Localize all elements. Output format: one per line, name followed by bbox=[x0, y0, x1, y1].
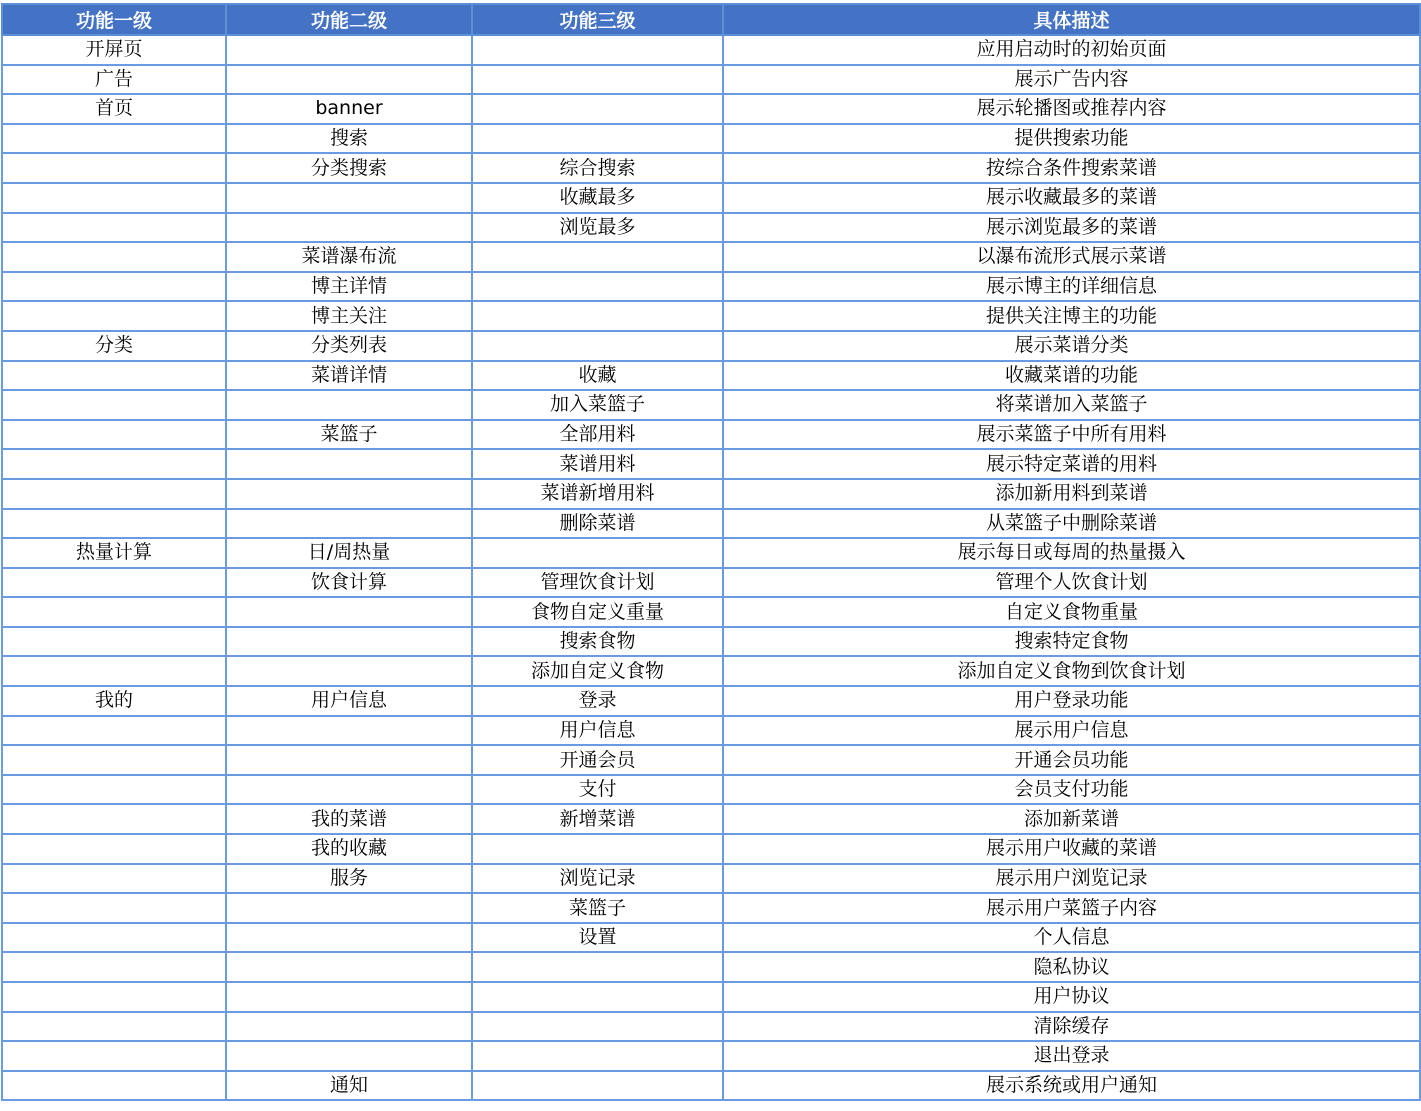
cell-level-1 bbox=[2, 1071, 226, 1101]
cell-level-3: 添加自定义食物 bbox=[472, 656, 723, 686]
cell-description: 添加自定义食物到饮食计划 bbox=[723, 656, 1420, 686]
cell-level-3: 开通会员 bbox=[472, 745, 723, 775]
cell-level-2: 菜谱瀑布流 bbox=[226, 242, 472, 272]
cell-level-1 bbox=[2, 479, 226, 509]
cell-level-3: 菜篮子 bbox=[472, 893, 723, 923]
table-row bbox=[2, 1071, 1420, 1101]
cell-level-2 bbox=[226, 183, 472, 213]
cell-level-2: 博主关注 bbox=[226, 301, 472, 331]
cell-level-2 bbox=[226, 597, 472, 627]
table-row bbox=[2, 301, 1420, 331]
cell-level-2: 分类搜索 bbox=[226, 153, 472, 183]
table-row bbox=[2, 124, 1420, 154]
cell-description: 搜索特定食物 bbox=[723, 627, 1420, 657]
cell-level-2: 分类列表 bbox=[226, 331, 472, 361]
cell-level-1 bbox=[2, 420, 226, 450]
cell-level-2 bbox=[226, 627, 472, 657]
cell-level-3: 收藏 bbox=[472, 361, 723, 391]
cell-level-2 bbox=[226, 1012, 472, 1042]
table-row bbox=[2, 952, 1420, 982]
header-level-1: 功能一级 bbox=[2, 4, 226, 35]
cell-description: 从菜篮子中删除菜谱 bbox=[723, 509, 1420, 539]
cell-level-1 bbox=[2, 183, 226, 213]
header-level-3: 功能三级 bbox=[472, 4, 723, 35]
cell-level-3 bbox=[472, 1012, 723, 1042]
cell-description: 应用启动时的初始页面 bbox=[723, 35, 1420, 65]
cell-level-3 bbox=[472, 1071, 723, 1101]
cell-level-1 bbox=[2, 449, 226, 479]
cell-level-2: 我的菜谱 bbox=[226, 804, 472, 834]
cell-level-3 bbox=[472, 124, 723, 154]
table-row bbox=[2, 597, 1420, 627]
cell-level-3: 管理饮食计划 bbox=[472, 568, 723, 598]
cell-description: 展示博主的详细信息 bbox=[723, 272, 1420, 302]
cell-description: 以瀑布流形式展示菜谱 bbox=[723, 242, 1420, 272]
cell-level-2 bbox=[226, 1041, 472, 1071]
cell-level-2: 博主详情 bbox=[226, 272, 472, 302]
cell-level-3 bbox=[472, 301, 723, 331]
table-row bbox=[2, 509, 1420, 539]
table-row bbox=[2, 390, 1420, 420]
cell-level-1 bbox=[2, 153, 226, 183]
cell-level-2 bbox=[226, 745, 472, 775]
cell-level-1 bbox=[2, 804, 226, 834]
cell-level-2 bbox=[226, 952, 472, 982]
cell-level-1 bbox=[2, 509, 226, 539]
cell-level-1 bbox=[2, 1041, 226, 1071]
cell-description: 退出登录 bbox=[723, 1041, 1420, 1071]
table-body bbox=[2, 35, 1420, 1100]
cell-description: 会员支付功能 bbox=[723, 775, 1420, 805]
cell-description: 开通会员功能 bbox=[723, 745, 1420, 775]
cell-description: 展示用户菜篮子内容 bbox=[723, 893, 1420, 923]
cell-level-1: 首页 bbox=[2, 94, 226, 124]
cell-level-1 bbox=[2, 272, 226, 302]
cell-description: 按综合条件搜索菜谱 bbox=[723, 153, 1420, 183]
table-row bbox=[2, 242, 1420, 272]
cell-level-2: banner bbox=[226, 94, 472, 124]
cell-level-1 bbox=[2, 1012, 226, 1042]
cell-description: 展示用户收藏的菜谱 bbox=[723, 834, 1420, 864]
table-row bbox=[2, 568, 1420, 598]
cell-description: 提供搜索功能 bbox=[723, 124, 1420, 154]
cell-level-3: 菜谱新增用料 bbox=[472, 479, 723, 509]
cell-level-3: 综合搜索 bbox=[472, 153, 723, 183]
cell-level-3 bbox=[472, 65, 723, 95]
cell-level-3: 食物自定义重量 bbox=[472, 597, 723, 627]
cell-level-2 bbox=[226, 213, 472, 243]
cell-level-1 bbox=[2, 213, 226, 243]
table-row bbox=[2, 893, 1420, 923]
table-row bbox=[2, 775, 1420, 805]
cell-level-3 bbox=[472, 94, 723, 124]
cell-level-3 bbox=[472, 331, 723, 361]
header-level-2: 功能二级 bbox=[226, 4, 472, 35]
header-row bbox=[2, 4, 1420, 35]
cell-level-2: 菜谱详情 bbox=[226, 361, 472, 391]
cell-level-1 bbox=[2, 745, 226, 775]
cell-level-1 bbox=[2, 597, 226, 627]
cell-description: 展示用户信息 bbox=[723, 716, 1420, 746]
cell-level-1: 我的 bbox=[2, 686, 226, 716]
cell-level-1: 热量计算 bbox=[2, 538, 226, 568]
cell-level-2: 通知 bbox=[226, 1071, 472, 1101]
cell-description: 展示特定菜谱的用料 bbox=[723, 449, 1420, 479]
cell-level-2 bbox=[226, 893, 472, 923]
cell-level-2: 搜索 bbox=[226, 124, 472, 154]
cell-level-3: 浏览记录 bbox=[472, 864, 723, 894]
table-row bbox=[2, 449, 1420, 479]
table-row bbox=[2, 272, 1420, 302]
cell-level-1 bbox=[2, 242, 226, 272]
table-row bbox=[2, 65, 1420, 95]
cell-level-2 bbox=[226, 923, 472, 953]
table-row bbox=[2, 745, 1420, 775]
cell-description: 提供关注博主的功能 bbox=[723, 301, 1420, 331]
cell-level-3 bbox=[472, 952, 723, 982]
table-row bbox=[2, 420, 1420, 450]
table-row bbox=[2, 331, 1420, 361]
cell-description: 展示轮播图或推荐内容 bbox=[723, 94, 1420, 124]
cell-level-1 bbox=[2, 982, 226, 1012]
cell-level-1: 广告 bbox=[2, 65, 226, 95]
cell-level-2: 饮食计算 bbox=[226, 568, 472, 598]
cell-level-2: 用户信息 bbox=[226, 686, 472, 716]
cell-description: 用户协议 bbox=[723, 982, 1420, 1012]
table-row bbox=[2, 686, 1420, 716]
table-row bbox=[2, 656, 1420, 686]
cell-description: 个人信息 bbox=[723, 923, 1420, 953]
cell-description: 展示菜谱分类 bbox=[723, 331, 1420, 361]
cell-level-3: 设置 bbox=[472, 923, 723, 953]
feature-table bbox=[1, 3, 1421, 1101]
cell-description: 隐私协议 bbox=[723, 952, 1420, 982]
table-row bbox=[2, 361, 1420, 391]
cell-description: 添加新用料到菜谱 bbox=[723, 479, 1420, 509]
cell-level-2 bbox=[226, 65, 472, 95]
cell-description: 展示菜篮子中所有用料 bbox=[723, 420, 1420, 450]
cell-level-3 bbox=[472, 982, 723, 1012]
cell-level-1 bbox=[2, 568, 226, 598]
cell-level-3: 登录 bbox=[472, 686, 723, 716]
cell-level-1 bbox=[2, 301, 226, 331]
table-row bbox=[2, 923, 1420, 953]
cell-level-1 bbox=[2, 893, 226, 923]
cell-level-3: 删除菜谱 bbox=[472, 509, 723, 539]
cell-level-2: 服务 bbox=[226, 864, 472, 894]
table-row bbox=[2, 864, 1420, 894]
cell-level-2 bbox=[226, 716, 472, 746]
cell-level-2 bbox=[226, 35, 472, 65]
table-row bbox=[2, 834, 1420, 864]
cell-description: 展示系统或用户通知 bbox=[723, 1071, 1420, 1101]
cell-level-2 bbox=[226, 479, 472, 509]
table-row bbox=[2, 479, 1420, 509]
cell-level-3 bbox=[472, 272, 723, 302]
cell-level-1 bbox=[2, 834, 226, 864]
cell-level-2 bbox=[226, 449, 472, 479]
cell-level-3: 新增菜谱 bbox=[472, 804, 723, 834]
table-row bbox=[2, 35, 1420, 65]
cell-level-2 bbox=[226, 656, 472, 686]
cell-description: 展示每日或每周的热量摄入 bbox=[723, 538, 1420, 568]
cell-level-3: 支付 bbox=[472, 775, 723, 805]
cell-level-1 bbox=[2, 361, 226, 391]
table-row bbox=[2, 627, 1420, 657]
cell-level-3: 浏览最多 bbox=[472, 213, 723, 243]
cell-level-3: 加入菜篮子 bbox=[472, 390, 723, 420]
cell-level-3 bbox=[472, 35, 723, 65]
cell-level-1 bbox=[2, 656, 226, 686]
cell-level-3 bbox=[472, 538, 723, 568]
cell-level-3 bbox=[472, 242, 723, 272]
cell-level-3: 搜索食物 bbox=[472, 627, 723, 657]
cell-description: 展示收藏最多的菜谱 bbox=[723, 183, 1420, 213]
table-row bbox=[2, 1041, 1420, 1071]
cell-level-3: 菜谱用料 bbox=[472, 449, 723, 479]
cell-description: 展示用户浏览记录 bbox=[723, 864, 1420, 894]
cell-level-3: 收藏最多 bbox=[472, 183, 723, 213]
cell-level-1 bbox=[2, 124, 226, 154]
cell-description: 收藏菜谱的功能 bbox=[723, 361, 1420, 391]
table-row bbox=[2, 213, 1420, 243]
cell-level-2 bbox=[226, 509, 472, 539]
cell-level-2: 我的收藏 bbox=[226, 834, 472, 864]
cell-level-1 bbox=[2, 775, 226, 805]
table-row bbox=[2, 982, 1420, 1012]
cell-level-1 bbox=[2, 923, 226, 953]
cell-level-2 bbox=[226, 982, 472, 1012]
cell-level-3: 全部用料 bbox=[472, 420, 723, 450]
table-row bbox=[2, 538, 1420, 568]
table-row bbox=[2, 716, 1420, 746]
cell-description: 清除缓存 bbox=[723, 1012, 1420, 1042]
table-row bbox=[2, 94, 1420, 124]
cell-level-3 bbox=[472, 834, 723, 864]
cell-description: 将菜谱加入菜篮子 bbox=[723, 390, 1420, 420]
cell-level-3 bbox=[472, 1041, 723, 1071]
cell-level-1 bbox=[2, 716, 226, 746]
table-row bbox=[2, 1012, 1420, 1042]
header-description: 具体描述 bbox=[723, 4, 1420, 35]
cell-level-1 bbox=[2, 952, 226, 982]
table-row bbox=[2, 183, 1420, 213]
cell-level-1 bbox=[2, 390, 226, 420]
cell-description: 用户登录功能 bbox=[723, 686, 1420, 716]
cell-description: 自定义食物重量 bbox=[723, 597, 1420, 627]
cell-level-1: 分类 bbox=[2, 331, 226, 361]
cell-description: 添加新菜谱 bbox=[723, 804, 1420, 834]
cell-level-3: 用户信息 bbox=[472, 716, 723, 746]
cell-level-2: 日/周热量 bbox=[226, 538, 472, 568]
cell-level-1 bbox=[2, 627, 226, 657]
cell-level-1: 开屏页 bbox=[2, 35, 226, 65]
cell-level-2 bbox=[226, 775, 472, 805]
cell-level-1 bbox=[2, 864, 226, 894]
table-header bbox=[2, 4, 1420, 35]
cell-level-2 bbox=[226, 390, 472, 420]
table-row bbox=[2, 804, 1420, 834]
cell-description: 展示浏览最多的菜谱 bbox=[723, 213, 1420, 243]
cell-description: 展示广告内容 bbox=[723, 65, 1420, 95]
table-row bbox=[2, 153, 1420, 183]
cell-level-2: 菜篮子 bbox=[226, 420, 472, 450]
cell-description: 管理个人饮食计划 bbox=[723, 568, 1420, 598]
